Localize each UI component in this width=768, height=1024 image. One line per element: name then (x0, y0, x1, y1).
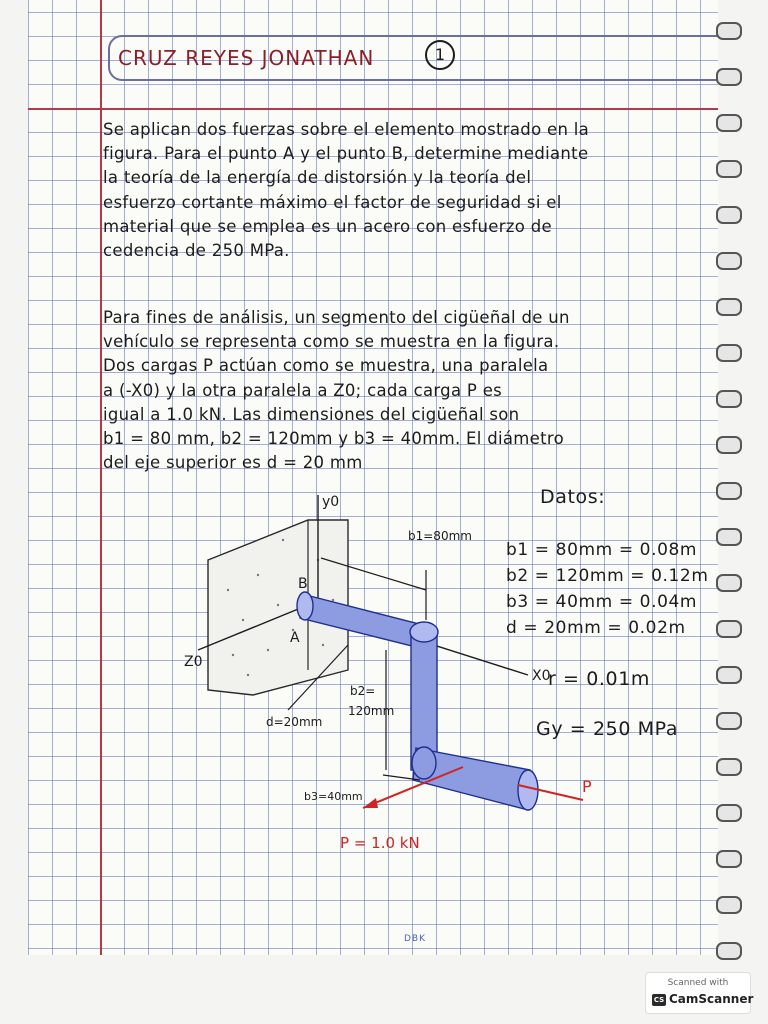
z0-label: Z0 (184, 654, 203, 670)
b2-label-bottom: 120mm (348, 704, 395, 718)
spiral-ring (716, 712, 742, 730)
spiral-binding (716, 0, 756, 1024)
notebook-page (28, 0, 718, 955)
page-number: 1 (425, 40, 455, 70)
problem-2-text (103, 306, 713, 475)
spiral-ring (716, 160, 742, 178)
page-footer-mark: DBK (404, 934, 427, 944)
p-right-label: P (582, 777, 592, 796)
problem-1-line: Se aplican dos fuerzas sobre el elemento mostrado en la (103, 120, 590, 139)
d-label: d=20mm (266, 715, 323, 729)
spiral-ring (716, 482, 742, 500)
datos-item: b1 = 80mm = 0.08m (506, 540, 698, 560)
header-line (28, 108, 718, 110)
x0-label: X0 (532, 668, 551, 684)
spiral-ring (716, 68, 742, 86)
datos-item: Gy = 250 MPa (536, 718, 679, 740)
spiral-ring (716, 344, 742, 362)
spiral-ring (716, 574, 742, 592)
problem-1-line: esfuerzo cortante máximo el factor de seguridad si el (103, 192, 562, 212)
problem-2-line: del eje superior es d = 20 mm (103, 453, 363, 473)
point-a-label: A (290, 630, 300, 646)
spiral-ring (716, 896, 742, 914)
problem-2-line: b1 = 80 mm, b2 = 120mm y b3 = 40mm. El diámetro (103, 429, 564, 449)
problem-2-line: Dos cargas P actúan como se muestra, una paralela (103, 356, 549, 376)
point-b-label: B (298, 576, 308, 592)
y0-label: y0 (322, 494, 340, 510)
b1-label: b1=80mm (408, 529, 472, 543)
scanned-with-text: Scanned with (667, 978, 729, 988)
spiral-ring (716, 298, 742, 316)
problem-1-line: cedencia de 250 MPa. (103, 241, 290, 261)
spiral-ring (716, 758, 742, 776)
problem-1-line: material que se emplea es un acero con esfuerzo de (103, 216, 552, 236)
problem-2-line: a (-X0) y la otra paralela a Z0; cada carga P es (103, 380, 503, 400)
problem-1-line: figura. Para el punto A y el punto B, determine mediante (103, 144, 589, 164)
margin-line (100, 0, 102, 955)
b3-label: b3=40mm (304, 790, 363, 803)
p-bottom-label: P = 1.0 kN (340, 834, 420, 852)
datos-title: Datos: (540, 486, 606, 508)
b2-label-top: b2= (350, 684, 376, 698)
problem-2-line: igual a 1.0 kN. Las dimensiones del cigüeñal son (103, 404, 520, 424)
spiral-ring (716, 666, 742, 684)
spiral-ring (716, 528, 742, 546)
problem-1-text (103, 118, 713, 263)
datos-item: r = 0.01m (548, 668, 651, 690)
student-name: CRUZ REYES JONATHAN (118, 46, 375, 70)
crankshaft-figure (158, 480, 618, 860)
problem-2-line: vehículo se representa como se muestra en la figura. (103, 332, 560, 352)
spiral-ring (716, 206, 742, 224)
datos-item: d = 20mm = 0.02m (506, 618, 686, 638)
spiral-ring (716, 804, 742, 822)
problem-2-line: Para fines de análisis, un segmento del cigüeñal de un (103, 308, 570, 327)
camscanner-brand: CamScanner (669, 992, 754, 1006)
problem-1-line: la teoría de la energía de distorsión y la teoría del (103, 168, 532, 188)
spiral-ring (716, 114, 742, 132)
spiral-ring (716, 620, 742, 638)
spiral-ring (716, 942, 742, 960)
datos-item: b2 = 120mm = 0.12m (506, 566, 709, 586)
spiral-ring (716, 390, 742, 408)
crank-body (297, 592, 538, 810)
camscanner-logo-icon: CS (653, 996, 665, 1004)
spiral-ring (716, 436, 742, 454)
datos-item: b3 = 40mm = 0.04m (506, 592, 698, 612)
spiral-ring (716, 252, 742, 270)
spiral-ring (716, 850, 742, 868)
spiral-ring (716, 22, 742, 40)
camscanner-watermark (645, 972, 754, 1014)
